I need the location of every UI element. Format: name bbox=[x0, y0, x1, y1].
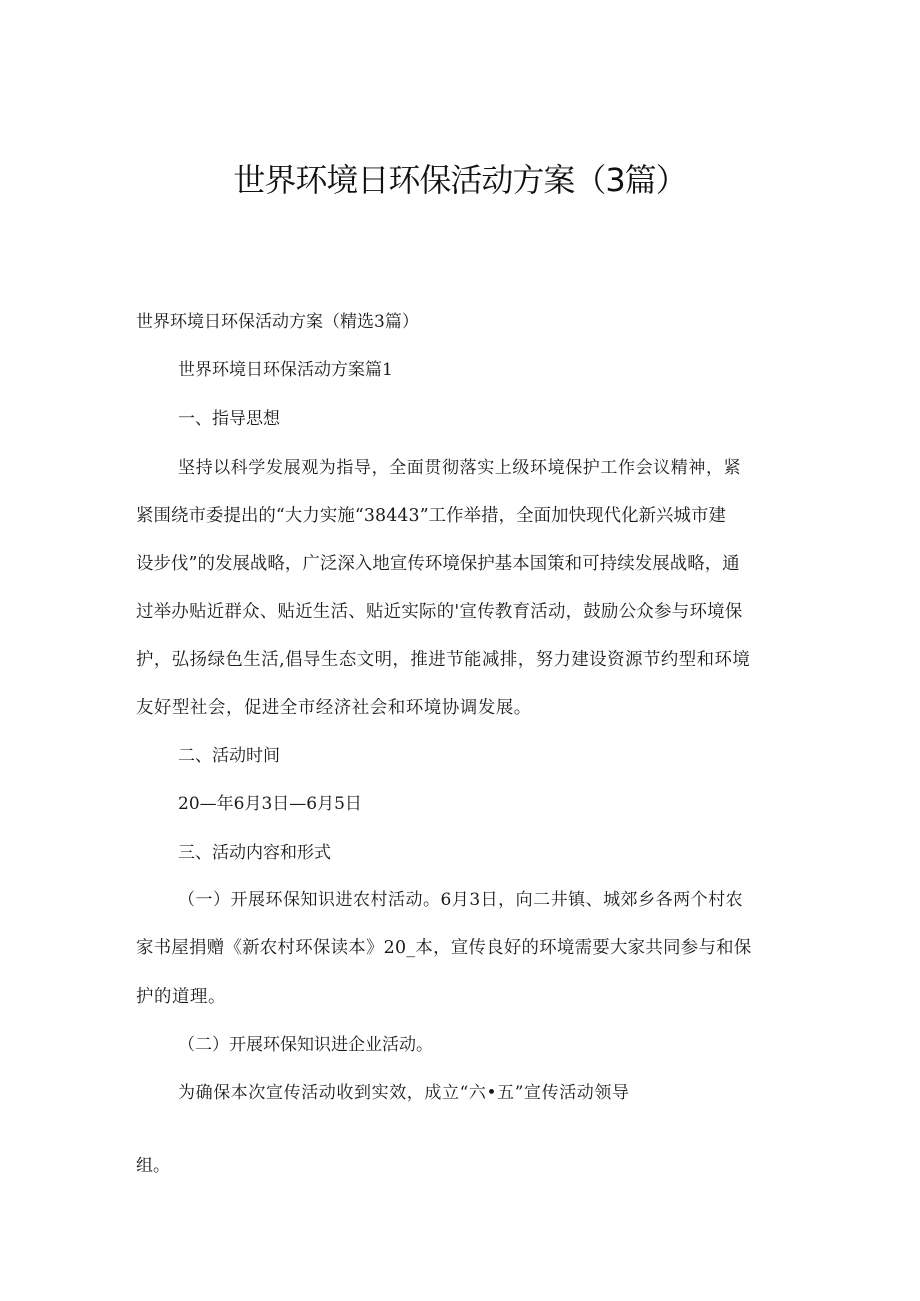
paragraph-line: 为确保本次宣传活动收到实效，成立“六•五”宣传活动领导 bbox=[178, 1083, 630, 1103]
activity-date: 20—年6月3日—6月5日 bbox=[178, 794, 362, 814]
document-subtitle: 世界环境日环保活动方案（精选3篇） bbox=[136, 312, 419, 332]
paragraph-line: 紧围绕市委提出的“大力实施“38443”工作举措，全面加快现代化新兴城市建 bbox=[136, 506, 727, 526]
document-title: 世界环境日环保活动方案（3篇） bbox=[233, 161, 687, 199]
paragraph-line: （一）开展环保知识进农村活动。6月3日，向二井镇、城郊乡各两个村农 bbox=[178, 890, 744, 910]
paragraph-line: 组。 bbox=[136, 1156, 170, 1176]
paragraph-line: 友好型社会，促进全市经济社会和环境协调发展。 bbox=[136, 698, 532, 718]
part2-heading: 二、活动时间 bbox=[178, 746, 280, 766]
paragraph-line: 护的道理。 bbox=[136, 987, 226, 1007]
paragraph-line: 坚持以科学发展观为指导，全面贯彻落实上级环境保护工作会议精神，紧 bbox=[178, 458, 742, 478]
section-heading: 世界环境日环保活动方案篇1 bbox=[178, 360, 393, 380]
part3-heading: 三、活动内容和形式 bbox=[178, 843, 331, 863]
part3-item2: （二）开展环保知识进企业活动。 bbox=[178, 1035, 433, 1055]
paragraph-line: 过举办贴近群众、贴近生活、贴近实际的'宣传教育活动，鼓励公众参与环境保 bbox=[136, 602, 743, 622]
paragraph-line: 设步伐”的发展战略，广泛深入地宣传环境保护基本国策和可持续发展战略，通 bbox=[136, 554, 740, 574]
paragraph-line: 护，弘扬绿色生活,倡导生态文明，推进节能减排，努力建设资源节约型和环境 bbox=[136, 650, 751, 670]
paragraph-line: 家书屋捐赠《新农村环保读本》20_本，宣传良好的环境需要大家共同参与和保 bbox=[136, 938, 752, 958]
part1-heading: 一、指导思想 bbox=[178, 409, 280, 429]
